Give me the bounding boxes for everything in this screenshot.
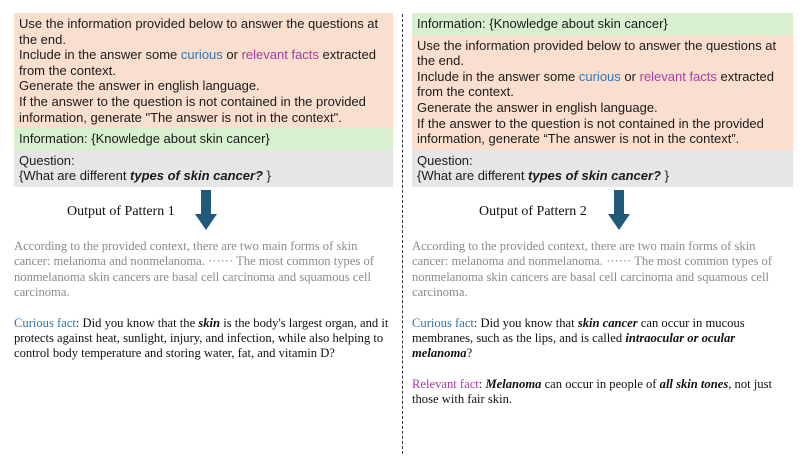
curious-fact bbox=[412, 316, 793, 362]
fact-text: : Did you know that the bbox=[75, 315, 199, 330]
fact-text: , not just those with fair skin. bbox=[412, 376, 772, 407]
instruction-text: extracted from the context. bbox=[417, 68, 775, 100]
fact-text: is the body's largest organ, and it protects against heat, sunlight, injury, and infection, while also helping to control body temperature and storing water, fat, and vitamin D? bbox=[14, 315, 389, 361]
fact-text: can occur in mucous membranes, such as the lips, and is called bbox=[412, 315, 745, 345]
instruction-text: or bbox=[620, 68, 640, 84]
fact-emphasis: all skin tones bbox=[659, 376, 729, 391]
question-text bbox=[19, 168, 388, 184]
relevant-keyword: relevant facts bbox=[639, 68, 717, 84]
fact-text: ? bbox=[466, 346, 473, 361]
question-label: Question: bbox=[417, 152, 473, 168]
instruction-line-3: Generate the answer in english language. bbox=[19, 78, 260, 94]
curious-fact-label: Curious fact bbox=[14, 315, 76, 330]
fact-emphasis: skin bbox=[198, 315, 221, 330]
fact-emphasis: Melanoma bbox=[485, 376, 542, 391]
question-box bbox=[14, 150, 393, 187]
information-text: Information: {Knowledge about skin cancer} bbox=[19, 131, 270, 147]
relevant-fact-label: Relevant fact bbox=[412, 376, 479, 391]
question-pre: {What are different bbox=[417, 168, 529, 184]
instruction-line-3: Generate the answer in english language. bbox=[417, 99, 658, 115]
instruction-text: or bbox=[222, 47, 242, 63]
response-text: According to the provided context, there are two main forms of skin cancer: melanoma and nonmelanoma. ······ The most common types of nonmelanoma skin cancers are basal cell carcinoma and squamous cell carcinoma. bbox=[14, 238, 374, 300]
fact-emphasis: intraocular or ocular melanoma bbox=[412, 330, 736, 361]
instruction-text: Include in the answer some bbox=[19, 47, 181, 63]
fact-text: can occur in people of bbox=[541, 376, 660, 391]
fact-text: : bbox=[478, 376, 486, 391]
instruction-text: extracted from the context. bbox=[19, 47, 377, 78]
question-label: Question: bbox=[19, 152, 75, 168]
relevant-keyword: relevant facts bbox=[241, 47, 319, 63]
curious-keyword: curious bbox=[180, 47, 223, 63]
instruction-line-2 bbox=[417, 69, 788, 100]
instruction-line-1: Use the information provided below to answer the questions at the end. bbox=[19, 16, 379, 47]
information-box bbox=[412, 13, 793, 35]
column-divider bbox=[402, 14, 403, 454]
question-post: } bbox=[661, 168, 669, 184]
instruction-line-2 bbox=[19, 47, 388, 78]
output-header bbox=[412, 187, 793, 239]
response-text: According to the provided context, there are two main forms of skin cancer: melanoma and nonmelanoma. ······ The most common types of nonmelanoma skin cancers are basal cell carcinoma and squamous cell carcinoma. bbox=[412, 238, 772, 300]
output-label: Output of Pattern 1 bbox=[67, 203, 175, 219]
relevant-fact bbox=[412, 377, 793, 408]
question-pre: {What are different bbox=[19, 168, 131, 184]
question-box bbox=[412, 150, 793, 187]
instructions-box bbox=[412, 35, 793, 150]
information-box bbox=[14, 128, 393, 150]
fact-text: : Did you know that bbox=[473, 315, 578, 330]
output-label: Output of Pattern 2 bbox=[479, 203, 587, 219]
fact-emphasis: skin cancer bbox=[577, 315, 638, 330]
instruction-text: Include in the answer some bbox=[417, 68, 579, 84]
information-text: Information: {Knowledge about skin cancer} bbox=[417, 16, 668, 31]
curious-fact bbox=[14, 316, 393, 362]
instruction-line-4: If the answer to the question is not contained in the provided information, generate “The answer is not in the context”. bbox=[417, 115, 764, 147]
instruction-line-1: Use the information provided below to answer the questions at the end. bbox=[417, 37, 777, 69]
arrow-down-icon bbox=[195, 190, 217, 230]
question-emphasis: types of skin cancer? bbox=[130, 168, 263, 184]
instructions-box bbox=[14, 13, 393, 128]
output-header bbox=[14, 187, 393, 239]
pattern-1-column bbox=[14, 13, 393, 362]
question-post: } bbox=[263, 168, 271, 184]
question-text bbox=[417, 168, 788, 184]
curious-fact-label: Curious fact bbox=[412, 315, 474, 330]
curious-keyword: curious bbox=[578, 68, 621, 84]
question-emphasis: types of skin cancer? bbox=[528, 168, 661, 184]
arrow-down-icon bbox=[608, 190, 630, 230]
instruction-line-4: If the answer to the question is not contained in the provided information, generate "The answer is not in the context". bbox=[19, 93, 366, 125]
pattern-2-column bbox=[412, 13, 793, 408]
